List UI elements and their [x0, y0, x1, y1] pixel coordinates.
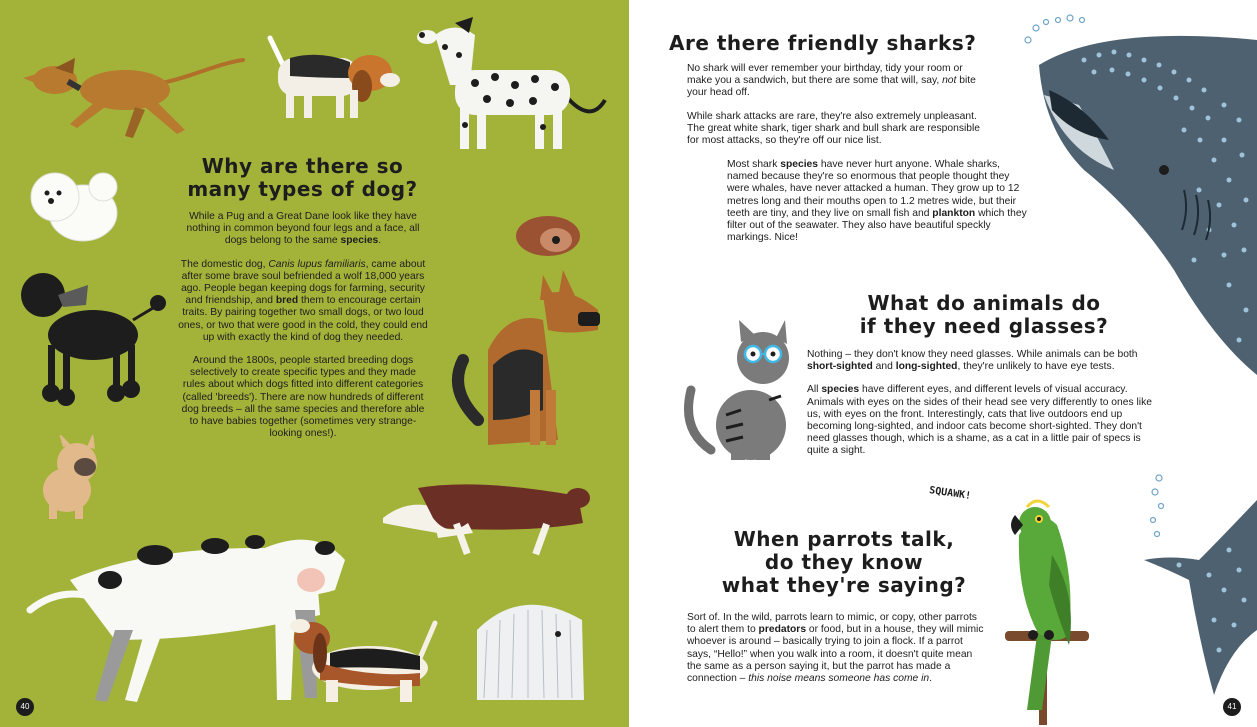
shark-paragraph-1 — [687, 63, 982, 100]
dog-paragraph-2 — [178, 259, 428, 344]
poodle-illustration — [18, 265, 168, 410]
dalmatian-illustration — [415, 15, 610, 155]
emphasis: this noise means someone has come in — [748, 673, 930, 685]
text-run: them to encourage certain traits. By pairing together two small dogs, or two loud ones, or two that were good in the cold, they could end up with exactly the kind of dog they needed. — [178, 295, 428, 343]
scientific-name: Canis lupus familiaris — [268, 258, 366, 270]
shark-tail-illustration — [1139, 470, 1257, 700]
dog-paragraph-1 — [178, 211, 428, 248]
glasses-body-text — [807, 349, 1159, 469]
parrot-heading-line-2: do they know — [764, 550, 924, 574]
parrot-body-text — [687, 612, 987, 696]
text-run: All — [807, 384, 822, 396]
komondor-illustration — [472, 590, 587, 705]
basset-hound-illustration — [290, 608, 440, 708]
parrot-heading-line-3: what they're saying? — [721, 573, 967, 597]
text-run: or food, but in a house, they will mimic whoever is around – basically trying to join a flock. If a parrot says, “Hello!” when you walk into a room, it doesn't quite mean the same as a person saying it, but the parrot has made a connection – — [687, 624, 984, 685]
cat-with-glasses-illustration — [681, 320, 816, 465]
page-number-right: 41 — [1223, 698, 1241, 716]
dog-body-text — [178, 211, 428, 451]
beagle-illustration — [260, 28, 405, 123]
border-collie-illustration — [378, 478, 598, 563]
text-run: The domestic dog, — [180, 258, 269, 270]
shark-body-text — [687, 63, 982, 158]
dog-paragraph-3: Around the 1800s, people started breeding dogs selectively to create specific types and they made rules about which dogs fitted into different categories (called 'breeds'). There are now hundreds of different dog breeds – all the same species and therefore able to have babies together (sometimes very strange-looking ones!). — [181, 355, 425, 440]
glossary-term: species — [821, 384, 860, 396]
dog-heading-line-2: many types of dog? — [187, 177, 418, 201]
glossary-term: long-sighted — [895, 361, 958, 373]
glasses-paragraph-2 — [807, 384, 1159, 457]
glasses-heading-line-1: What do animals do — [867, 291, 1101, 315]
glasses-heading-line-2: if they need glasses? — [859, 314, 1109, 338]
text-run: While a Pug and a Great Dane look like they have nothing in common beyond four legs and a face, all dogs belong to the same — [186, 211, 420, 247]
dog-heading — [170, 155, 435, 201]
text-run: Most shark — [727, 159, 781, 170]
french-bulldog-illustration — [35, 435, 105, 520]
text-run: , came about after some brave soul befriended a wolf 18,000 years ago. People began keeping dogs for farming, security and friendship, and — [181, 258, 426, 307]
glossary-term: predators — [758, 624, 807, 636]
glossary-term: bred — [275, 295, 299, 307]
parrot-paragraph — [687, 612, 987, 685]
glasses-heading — [814, 292, 1154, 338]
squawk-label: SQUAWK! — [928, 485, 972, 502]
text-run: which they filter out of the seawater. They also have beautiful speckly markings. Nice! — [727, 207, 1027, 244]
page-number-left: 40 — [16, 698, 34, 716]
text-run: Sort of. In the wild, parrots learn to mimic, or copy, other parrots to alert them to — [687, 612, 977, 636]
parrot-heading — [699, 528, 989, 597]
glossary-term: plankton — [932, 207, 976, 219]
text-run: have never hurt anyone. Whale sharks, named because they're so enormous that people thought they were whales, have never attacked a human. They grow up to 12 metres long and their mouths open to 1.2 metres wide, but their teeth are tiny, and they live on small fish and — [727, 159, 1020, 219]
text-run: bite your head off. — [687, 75, 976, 99]
pomeranian-illustration — [25, 165, 120, 247]
parrot-heading-line-1: When parrots talk, — [733, 527, 955, 551]
shark-heading: Are there friendly sharks? — [669, 31, 977, 55]
parrot-illustration — [997, 495, 1097, 725]
sleeping-pug-illustration — [512, 210, 584, 258]
glossary-term: short-sighted — [807, 361, 873, 373]
glasses-paragraph-1 — [807, 349, 1159, 373]
glossary-term: species — [340, 235, 379, 247]
shark-paragraph-2: While shark attacks are rare, they're also extremely unpleasant. The great white shark, tiger shark and bull shark are responsible for most attacks, so they're off our nice list. — [687, 110, 981, 147]
text-run: have different eyes, and different levels of visual accuracy. Animals with eyes on the sides of their head see very differently to ones like us, with eyes on the front. Interestingly, cats that live outdoors end up becoming long-sighted, and indoor cats become short-sighted. They don't need glasses though, which is a shame, as a cat in a little pair of specs is quite a sight. — [807, 384, 1152, 457]
text-run: Nothing – they don't know they need glasses. While animals can be both — [807, 349, 1138, 360]
shark-body-text-2 — [727, 159, 1032, 255]
greyhound-illustration — [15, 52, 250, 142]
text-run: No shark will ever remember your birthday, tidy your room or make you a sandwich, but there are some that will, say, — [687, 63, 963, 87]
emphasis: not — [942, 75, 957, 87]
text-run: , they're unlikely to have eye tests. — [957, 361, 1115, 373]
text-run: . — [378, 235, 382, 247]
german-shepherd-illustration — [448, 270, 608, 455]
dog-heading-line-1: Why are there so — [201, 154, 404, 178]
shark-paragraph-3 — [727, 159, 1032, 244]
glossary-term: species — [780, 159, 819, 170]
text-run: . — [929, 673, 933, 685]
text-run: and — [872, 361, 896, 373]
right-page — [629, 0, 1257, 727]
